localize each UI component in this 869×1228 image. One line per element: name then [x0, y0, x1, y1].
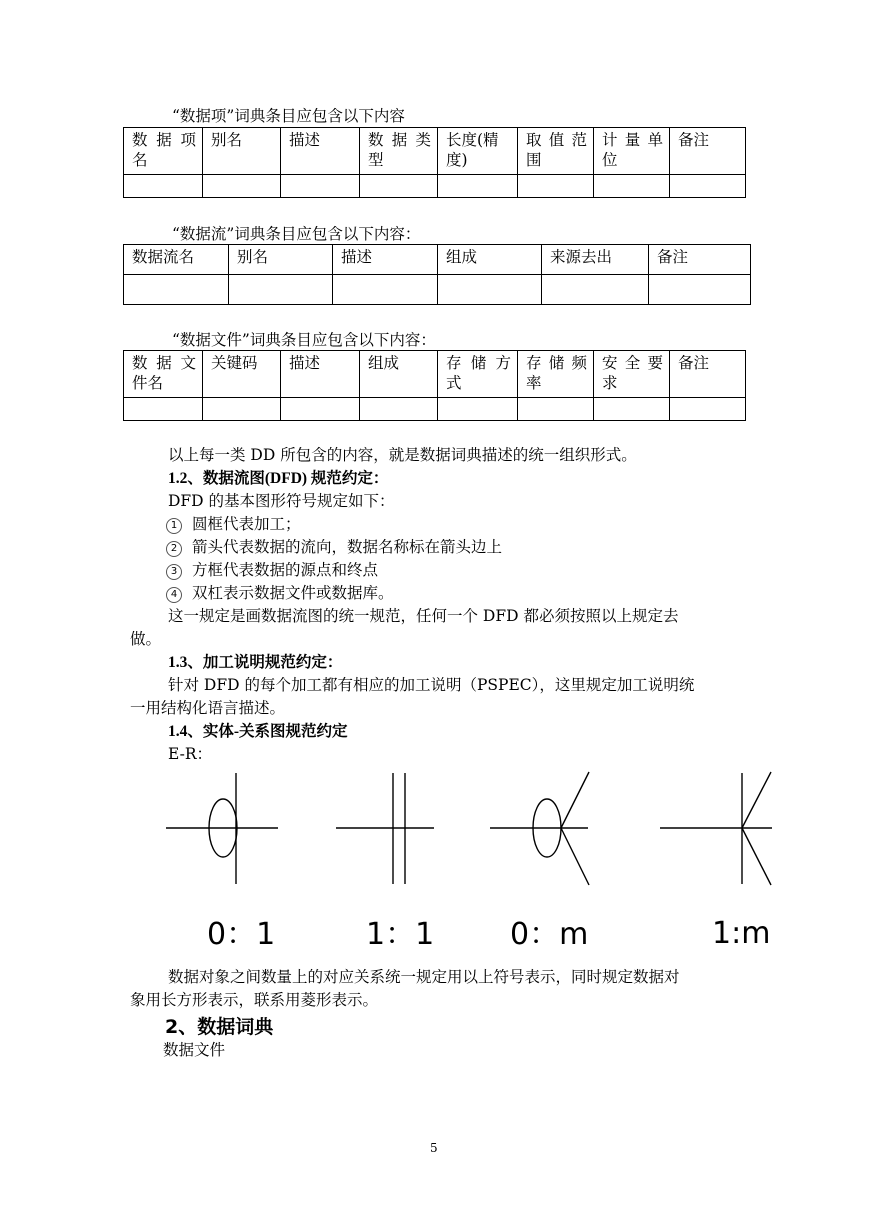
er-paragraph-line1: 数据对象之间数量上的对应关系统一规定用以上符号表示，同时规定数据对: [168, 968, 680, 986]
rule-paragraph-line2: 做。: [130, 630, 162, 648]
summary-paragraph: 以上每一类 DD 所包含的内容，就是数据词典描述的统一组织形式。: [168, 446, 637, 464]
one-to-many-symbol: [660, 772, 772, 885]
er-label-one-to-one: 1：1: [366, 917, 435, 952]
header-cell: 备注: [670, 128, 746, 175]
table3-caption: “数据文件”词典条目应包含以下内容：: [172, 331, 436, 349]
rule-paragraph-line1: 这一规定是画数据流图的统一规范，任何一个 DFD 都必须按照以上规定去: [168, 607, 679, 625]
circled-number: 1: [166, 518, 182, 534]
pspec-paragraph-line1: 针对 DFD 的每个加工都有相应的加工说明（PSPEC），这里规定加工说明统: [168, 676, 695, 694]
circled-number: 4: [166, 587, 182, 603]
header-cell: 数据项 名: [124, 128, 203, 175]
er-section-heading: 1.4、实体-关系图规范约定: [168, 723, 348, 740]
header-cell: 别名: [229, 245, 333, 275]
header-cell: 描述: [281, 128, 360, 175]
header-cell: 长度(精 度): [438, 128, 518, 175]
list-item: 3 方框代表数据的源点和终点: [166, 558, 378, 580]
pspec-paragraph-line2: 一用结构化语言描述。: [130, 699, 286, 717]
list-item: 4 双杠表示数据文件或数据库。: [166, 581, 394, 603]
header-cell: 取值范 围: [518, 128, 594, 175]
header-cell: 安全要 求: [594, 351, 670, 398]
er-label-zero-to-one: 0：1: [207, 917, 276, 952]
er-prefix: E-R：: [168, 745, 213, 763]
zero-to-many-symbol: [490, 772, 589, 885]
circled-number: 2: [166, 541, 182, 557]
dfd-section-heading: 1.2、数据流图(DFD) 规范约定：: [168, 470, 389, 487]
zero-to-one-symbol: [166, 773, 278, 884]
header-cell: 来源去出: [542, 245, 649, 275]
table2-caption: “数据流”词典条目应包含以下内容：: [172, 225, 421, 243]
er-label-zero-to-many: 0：m: [510, 917, 589, 952]
er-paragraph-line2: 象用长方形表示，联系用菱形表示。: [130, 991, 379, 1009]
one-to-one-symbol: [336, 773, 434, 884]
section-heading: 2、数据词典: [165, 1016, 274, 1038]
header-cell: 描述: [281, 351, 360, 398]
header-cell: 备注: [649, 245, 751, 275]
table1-caption: “数据项”词典条目应包含以下内容: [172, 107, 405, 125]
list-item: 1 圆框代表加工；: [166, 512, 301, 534]
header-cell: 计量单 位: [594, 128, 670, 175]
header-cell: 数据类 型: [360, 128, 438, 175]
pspec-section-heading: 1.3、加工说明规范约定：: [168, 654, 343, 671]
header-cell: 存储方 式: [438, 351, 518, 398]
header-cell: 描述: [333, 245, 438, 275]
header-cell: 组成: [438, 245, 542, 275]
page-number: 5: [430, 1141, 438, 1155]
header-cell: 组成: [360, 351, 438, 398]
header-cell: 别名: [203, 128, 281, 175]
dfd-intro: DFD 的基本图形符号规定如下：: [168, 492, 395, 510]
header-cell: 存储频 率: [518, 351, 594, 398]
header-cell: 数据流名: [124, 245, 229, 275]
circled-number: 3: [166, 564, 182, 580]
header-cell: 备注: [670, 351, 746, 398]
data-file-line: 数据文件: [163, 1041, 226, 1059]
header-cell: 数据文 件名: [124, 351, 203, 398]
list-item: 2 箭头代表数据的流向，数据名称标在箭头边上: [166, 535, 502, 557]
er-label-one-to-many: 1:m: [712, 916, 771, 951]
header-cell: 关键码: [203, 351, 281, 398]
